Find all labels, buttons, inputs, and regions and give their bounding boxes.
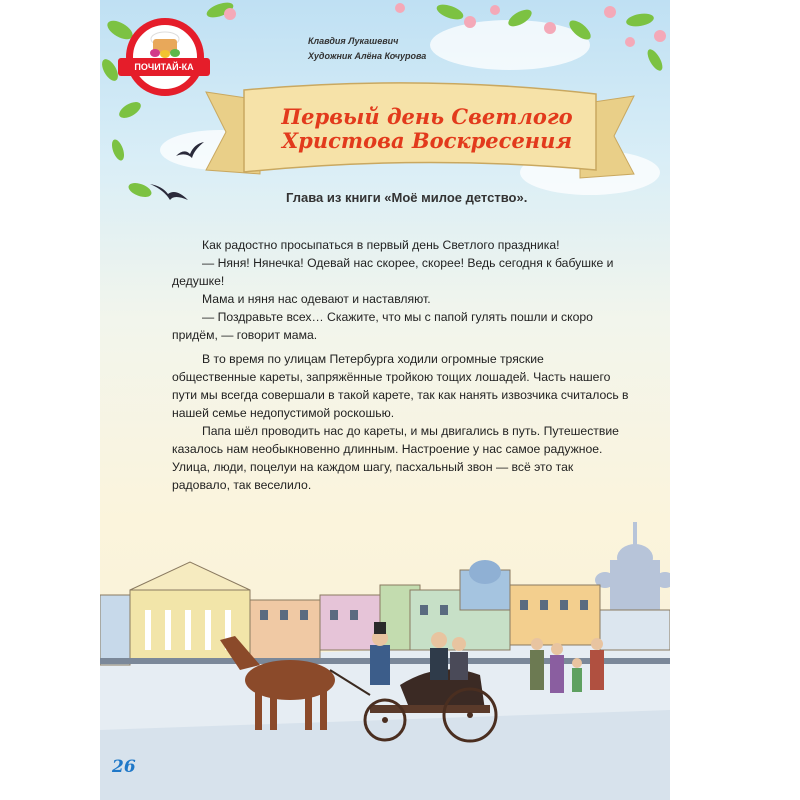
story-title: Первый день Светлого Христова Воскресения	[281, 104, 573, 153]
page-number: 26	[112, 757, 136, 777]
story-paragraph: В то время по улицам Петербурга ходили огромные тряские общественные кареты, запряжённые тройкою тощих лошадей. Часть нашего пути мы всегда совершали в такой карете, так как нанять извозчика считалось в нашей семье недопустимой роскошью.	[172, 352, 629, 420]
story-paragraph: — Няня! Нянечка! Одевай нас скорее, скорее! Ведь сегодня к бабушке и дедушке!	[172, 256, 614, 288]
credits	[308, 34, 426, 64]
story-paragraph: Как радостно просыпаться в первый день Светлого праздника!	[202, 238, 560, 252]
city-carriage-illustration	[100, 510, 670, 800]
section-badge-label: ПОЧИТАЙ-КА	[118, 58, 210, 76]
kulich-cake-icon	[147, 31, 183, 59]
swallow-bird-icon	[150, 180, 188, 204]
story-paragraph: — Поздравьте всех… Скажите, что мы с папой гулять пошли и скоро придём, — говорит мама.	[172, 310, 593, 342]
story-text-block-1	[172, 236, 630, 344]
author-name: Клавдия Лукашевич	[308, 36, 399, 46]
chapter-subtitle: Глава из книги «Моё милое детство».	[286, 190, 528, 205]
story-paragraph: Папа шёл проводить нас до кареты, и мы двигались в путь. Путешествие казалось нам необыкновенно длинным. Настроение у нас самое радужное. Улица, люди, поцелуи на каждом шагу, пасхальный звон — всё это так радовало, так веселило.	[172, 424, 619, 492]
section-badge	[126, 18, 204, 96]
illustrator-name: Художник Алёна Кочурова	[308, 51, 427, 61]
story-paragraph: Мама и няня нас одевают и наставляют.	[202, 292, 431, 306]
story-text-block-2	[172, 350, 630, 494]
